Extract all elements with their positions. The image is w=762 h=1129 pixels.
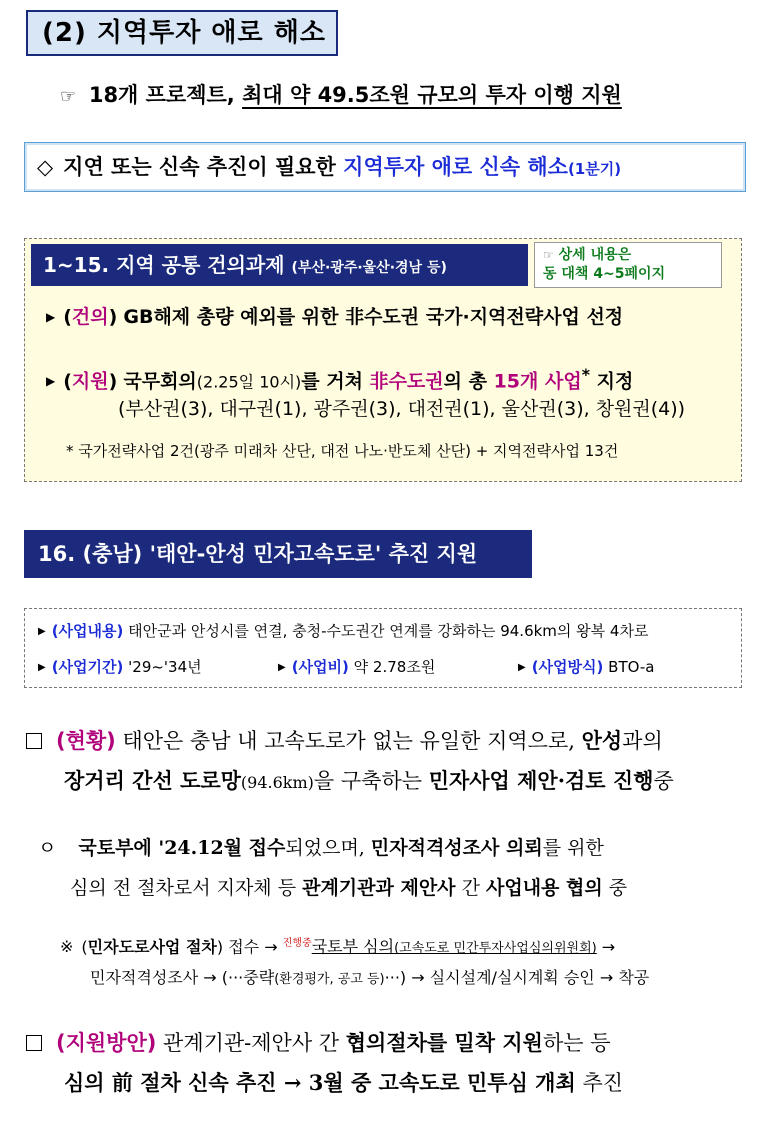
summary-plain: 18개 프로젝트, <box>88 83 243 107</box>
procedure-title: 민자도로사업 절차 <box>87 937 217 957</box>
sub-text-e: 심의 전 절차로서 지자체 등 <box>70 877 303 899</box>
method-label: (사업방식) <box>531 658 604 676</box>
status-text-h: 중 <box>653 769 674 793</box>
project-cost-row <box>278 656 435 679</box>
reference-line-2: 동 대책 4~5페이지 <box>543 266 666 282</box>
support-text-a: 국무회의 <box>123 370 197 393</box>
plan-text-a: 관계기관-제안사 간 <box>163 1031 346 1055</box>
sub-text-d: 를 위한 <box>542 837 604 859</box>
sub-text-i: 중 <box>602 877 628 899</box>
sub-text-c: 민자적격성조사 의뢰 <box>370 837 543 859</box>
project-period-row <box>38 656 202 679</box>
checkbox-square-icon <box>26 1035 42 1051</box>
support-text-b: (2.25일 10시) <box>196 372 302 392</box>
procedure-step-1: ) 접수 → <box>216 937 278 957</box>
summary-underlined: 최대 약 49.5조원 규모의 투자 이행 지원 <box>242 83 622 107</box>
support-text-c: 를 거쳐 <box>301 370 370 393</box>
sub-text-b: 되었으며, <box>285 837 371 859</box>
proposal-text: GB해제 총량 예외를 위한 非수도권 국가·지역전략사업 선정 <box>123 306 624 328</box>
committee-name: (고속도로 민간투자사업심의위원회) <box>394 941 597 957</box>
section-summary <box>60 80 622 112</box>
status-text-e: (94.6km) <box>240 773 314 792</box>
status-sub-line-1 <box>38 834 604 862</box>
status-sub-line-2 <box>70 874 627 902</box>
status-text-f: 을 구축하는 <box>313 769 429 793</box>
paren: ( <box>63 370 72 393</box>
arrow: → <box>596 937 616 957</box>
circle-bullet-icon: ㅇ <box>38 837 57 859</box>
plan-text-b: 협의절차를 밀착 지원 <box>345 1030 543 1055</box>
common-tasks-subtitle: (부산·광주·울산·경남 등) <box>291 260 447 276</box>
ministry-review: 국토부 심의 <box>311 937 395 957</box>
triangle-bullet-icon: ▶ <box>46 310 56 324</box>
support-star: * <box>581 365 590 384</box>
support-bullet <box>46 362 633 395</box>
sub-text-a: 국토부에 '24.12월 접수 <box>78 837 286 859</box>
status-text-b: 안성 <box>581 728 623 753</box>
paren: ) <box>108 370 118 393</box>
status-line-2 <box>64 766 674 798</box>
paren: ( <box>63 306 72 328</box>
plan-text-e: 추진 <box>575 1071 624 1095</box>
common-tasks-title: 1~15. 지역 공통 건의과제 <box>43 253 285 277</box>
procedure-step-4: ···) → 실시설계/실시계획 승인 → 착공 <box>384 968 650 987</box>
procedure-omitted: (환경평가, 공고 등) <box>274 972 385 987</box>
plan-label: (지원방안) <box>56 1031 157 1055</box>
common-tasks-header <box>31 244 528 286</box>
theme-text-plain: 지연 또는 신속 추진이 필요한 <box>63 155 344 179</box>
plan-line-2 <box>64 1068 623 1098</box>
sub-text-h: 사업내용 협의 <box>485 877 603 899</box>
proposal-label: 건의 <box>71 306 109 328</box>
status-text-a: 태안은 충남 내 고속도로가 없는 유일한 지역으로, <box>122 729 582 753</box>
support-text-e: 지정 <box>589 370 634 393</box>
sub-text-f: 관계기관과 제안사 <box>302 877 456 899</box>
triangle-bullet-icon: ▶ <box>38 626 46 637</box>
triangle-bullet-icon: ▶ <box>46 374 56 389</box>
procedure-step-2 <box>312 937 597 956</box>
footnote: * 국가전략사업 2건(광주 미래차 산단, 대전 나노·반도체 산단) + 지역전략사업 13건 <box>66 442 619 460</box>
theme-text-small: (1분기) <box>567 160 622 178</box>
triangle-bullet-icon: ▶ <box>278 662 286 673</box>
content-text: 태안군과 안성시를 연결, 충청-수도권간 연계를 강화하는 94.6km의 왕복 4차로 <box>128 622 649 640</box>
region-breakdown: (부산권(3), 대구권(1), 광주권(3), 대전권(1), 울산권(3), 창원권(4)) <box>118 398 686 420</box>
sub-text-g: 간 <box>455 877 486 899</box>
proposal-bullet <box>46 304 623 330</box>
method-text: BTO-a <box>608 658 655 676</box>
content-label: (사업내용) <box>51 622 124 640</box>
project16-header: 16. (충남) '태안-안성 민자고속도로' 추진 지원 <box>24 530 532 578</box>
project-method-row <box>518 656 654 679</box>
status-line-1 <box>26 726 663 756</box>
procedure-step-3: 민자적격성조사 → (···중략 <box>90 968 275 987</box>
status-text-c: 과의 <box>622 729 663 753</box>
pointing-hand-icon: ☞ <box>60 86 77 107</box>
checkbox-square-icon <box>26 733 42 749</box>
project-content-row <box>38 620 648 643</box>
theme-text-blue: 지역투자 애로 신속 해소 <box>343 155 568 179</box>
pointing-hand-icon: ☞ <box>543 248 554 262</box>
diamond-icon: ◇ <box>37 155 54 179</box>
cost-text: 약 2.78조원 <box>353 658 436 676</box>
period-label: (사업기간) <box>51 658 124 676</box>
triangle-bullet-icon: ▶ <box>518 662 526 673</box>
reference-line-1: 상세 내용은 <box>558 247 632 263</box>
reference-note <box>534 242 722 288</box>
status-label: (현황) <box>56 729 116 753</box>
plan-line-1 <box>26 1028 611 1058</box>
in-progress-mark: 진행중 <box>282 938 312 949</box>
status-text-g: 민자사업 제안·검토 진행 <box>428 768 654 793</box>
status-text-d: 장거리 간선 도로망 <box>64 768 241 793</box>
section-title: (2) 지역투자 애로 해소 <box>26 10 338 56</box>
plan-text-d: 심의 前 절차 신속 추진 → 3월 중 고속도로 민투심 개최 <box>64 1070 576 1095</box>
procedure-note-line-2 <box>90 966 649 992</box>
support-region: 非수도권 <box>369 370 444 393</box>
cost-label: (사업비) <box>291 658 349 676</box>
period-text: '29~'34년 <box>128 658 202 676</box>
triangle-bullet-icon: ▶ <box>38 662 46 673</box>
theme-bar <box>24 142 746 192</box>
procedure-note-line-1 <box>60 932 615 961</box>
support-text-d: 의 총 <box>443 370 494 393</box>
support-count: 15개 사업 <box>493 370 582 393</box>
reference-mark-icon: ※ <box>60 937 74 957</box>
support-label: 지원 <box>71 370 109 393</box>
paren: ) <box>108 306 118 328</box>
paren: ( <box>81 937 88 957</box>
plan-text-c: 하는 등 <box>542 1031 611 1055</box>
